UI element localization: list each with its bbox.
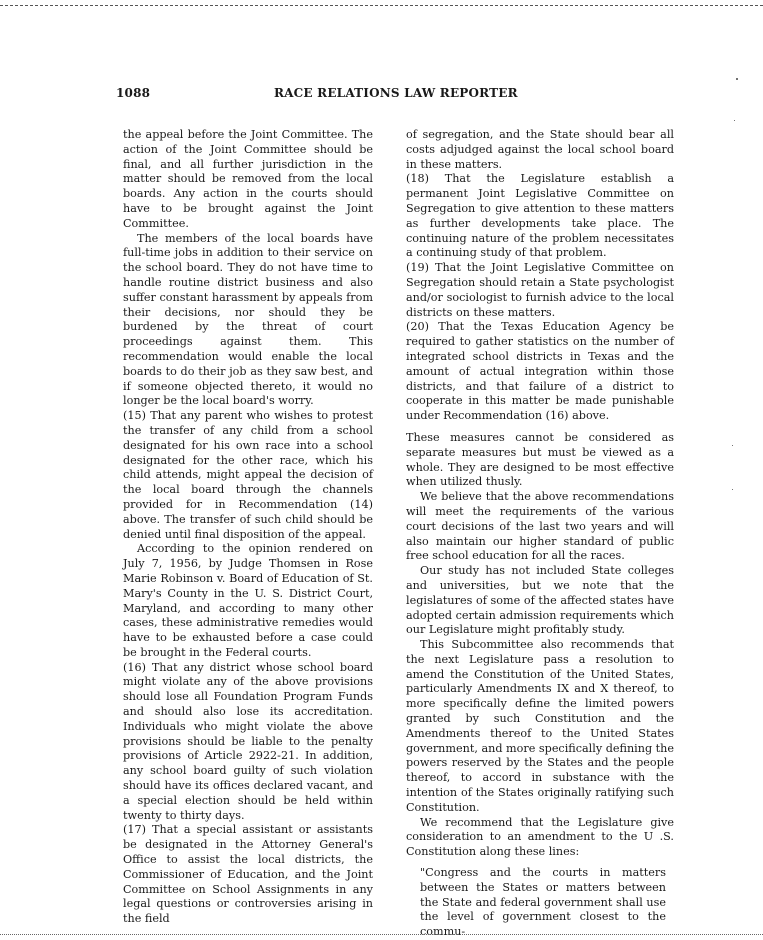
paragraph: of segregation, and the State should bear all costs adjudged against the local school board in these matters.	[406, 128, 674, 171]
paragraph: We recommend that the Legislature give consideration to an amendment to the U .S. Constitution along these lines:	[406, 815, 674, 859]
paragraph: According to the opinion rendered on July 7, 1956, by Judge Thomsen in Rose Marie Robinson v. Board of Education of St. Mary's County in the U. S. District Court, Maryland, and according to many other cases, these administrative remedies would have to be exhausted before a case could be brought in the Federal courts.	[123, 542, 373, 659]
scan-speck	[732, 445, 733, 446]
left-column	[123, 128, 373, 927]
recommendation-20: (20) That the Texas Education Agency be required to gather statistics on the number of integrated school districts in Texas and the amount of actual integration within those districts, and that failure of a district to cooperate in this matter be made punishable under Recommendation (16) above.	[406, 320, 674, 423]
recommendation-16: (16) That any district whose school board might violate any of the above provisions should lose all Foundation Program Funds and should also lose its accreditation. Individuals who might violate the above provisions should be liable to the penalty provisions of Article 2922-21. In addition, any school board guilty of such violation should have its offices declared vacant, and a special election should be held within twenty to thirty days.	[123, 660, 373, 822]
recommendation-18: (18) That the Legislature establish a permanent Joint Legislative Committee on Segregation to give attention to these matters as further developments take place. The continuing nature of the problem necessitates a continuing study of that problem.	[406, 172, 674, 260]
recommendation-17: (17) That a special assistant or assistants be designated in the Attorney General's Office to assist the local districts, the Commissioner of Education, and the Joint Committee on School Assignments in any legal questions or controversies arising in the field	[123, 823, 373, 926]
running-head: RACE RELATIONS LAW REPORTER	[274, 86, 518, 100]
bottom-scan-edge	[0, 934, 763, 935]
scan-speck	[734, 120, 735, 121]
paragraph: This Subcommittee also recommends that the next Legislature pass a resolution to amend the Constitution of the United States, particularly Amendments IX and X thereof, to more specifically define the limited powers granted by such Constitution and the Amendments thereof to the United States government, and more specifically defining the powers reserved by the States and the people thereof, to accord in substance with the intention of the States originally ratifying such Constitution.	[406, 638, 674, 814]
page-number: 1088	[116, 86, 151, 100]
recommendation-19: (19) That the Joint Legislative Committee on Segregation should retain a State psychologist and/or sociologist to furnish advice to the local districts on these matters.	[406, 261, 674, 319]
paragraph: We believe that the above recommendations will meet the requirements of the various court decisions of the last two years and will also maintain our higher standard of public free school education for all the races.	[406, 490, 674, 563]
right-column	[406, 128, 674, 940]
paragraph: The members of the local boards have full-time jobs in addition to their service on the school board. They do not have time to handle routine district business and also suffer constant harassment by appeals from their decisions, nor should they be burdened by the threat of court proceedings against them. This recommendation would enable the local boards to do their job as they saw best, and if someone objected thereto, it would no longer be the local board's worry.	[123, 231, 373, 408]
proposed-amendment-quote: "Congress and the courts in matters between the States or matters between the State and federal government shall use the level of government closest to the commu-	[420, 866, 666, 939]
paragraph: These measures cannot be considered as separate measures but must be viewed as a whole. They are designed to be most effective when utilized thusly.	[406, 430, 674, 489]
recommendation-15: (15) That any parent who wishes to protest the transfer of any child from a school designated for his own race into a school designated for the other race, which his child attends, might appeal the decision of the local board through the channels provided for in Recommendation (14) above. The transfer of such child should be denied until final disposition of the appeal.	[123, 409, 373, 541]
paragraph: Our study has not included State colleges and universities, but we note that the legislatures of some of the affected states have adopted certain admission requirements which our Legislature might profitably study.	[406, 564, 674, 637]
top-scan-edge	[0, 5, 763, 6]
paragraph: the appeal before the Joint Committee. The action of the Joint Committee should be final, and all further jurisdiction in the matter should be removed from the local boards. Any action in the courts should have to be brought against the Joint Committee.	[123, 128, 373, 230]
scan-speck	[736, 78, 738, 80]
scan-speck	[732, 489, 733, 490]
